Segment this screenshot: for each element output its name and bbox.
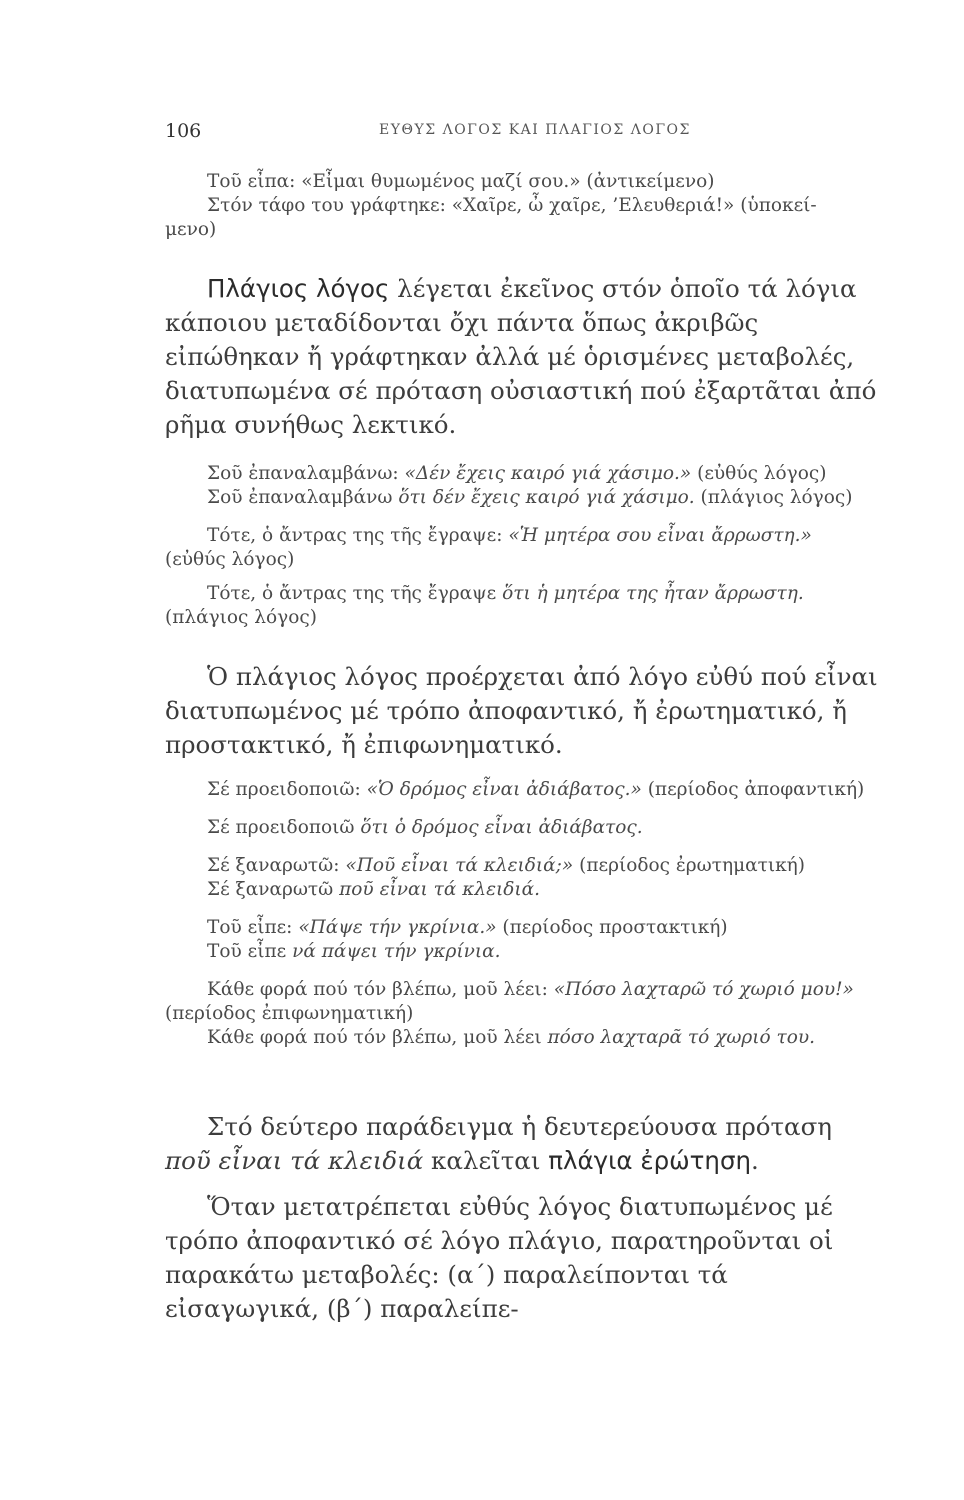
definition-text: λέγεται ἐκεῖνος στόν ὁποῖο τά λόγια κάποιου μεταδίδονται ὄχι πάντα ὅπως ἀκριβῶς εἰπώθηκαν ἤ γράφτηκαν ἀλλά μέ ὁρισμένες μεταβολές, διατυπωμένα σέ πρόταση οὐσιαστική πού ἐξαρτᾶται ἀπό ρῆμα συνήθως λεκτικό. [165, 274, 877, 439]
example-label: (εὐθύς λόγος) [165, 549, 295, 570]
example-intro: Τοῦ εἶπε [207, 941, 293, 962]
example-intro: Σοῦ ἐπαναλαμβάνω [207, 487, 399, 508]
defined-term: Πλάγιος λόγος [207, 274, 390, 303]
paragraph-origin [165, 660, 880, 762]
example-quote: «Ποῦ εἶναι τά κλειδιά;» [345, 855, 574, 876]
example-intro: Σέ ξαναρωτῶ: [207, 855, 346, 876]
examples-direct-indirect [165, 462, 880, 630]
examples-types [165, 778, 880, 1050]
example-line [165, 978, 880, 1002]
example-intro: Κάθε φορά πού τόν βλέπω, μοῦ λέει: [207, 979, 554, 1000]
example-quote: ποῦ εἶναι τά κλειδιά. [339, 879, 541, 900]
example-quote: «Πάψε τήν γκρίνια.» [298, 917, 497, 938]
example-line [165, 854, 880, 878]
example-quote: «Δέν ἔχεις καιρό γιά χάσιμο.» [404, 463, 692, 484]
example-quote: νά πάψει τήν γκρίνια. [292, 941, 501, 962]
example-intro: Τότε, ὁ ἄντρας της τῆς ἔγραψε [207, 583, 503, 604]
paragraph-text: Στό δεύτερο παράδειγμα ἡ δευτερεύουσα πρόταση [207, 1112, 832, 1141]
example-line [165, 916, 880, 940]
example-intro: Σέ προειδοποιῶ: [207, 779, 367, 800]
example-line [165, 462, 880, 486]
example-line [165, 878, 880, 902]
example-intro: Κάθε φορά πού τόν βλέπω, μοῦ λέει [207, 1027, 548, 1048]
page-number: 106 [165, 120, 202, 142]
example-label: (περίοδος ἐπιφωνηματική) [165, 1003, 414, 1024]
example-line [165, 524, 880, 548]
example-quote: ὅτι ὁ δρόμος εἶναι ἀδιάβατος. [360, 817, 643, 838]
example-quote: «Ἡ μητέρα σου εἶναι ἄρρωστη.» [508, 525, 812, 546]
example-line: Τοῦ εἶπα: «Εἶμαι θυμωμένος μαζί σου.» (ἀντικείμενο) [207, 171, 715, 192]
paragraph-changes [165, 1190, 880, 1326]
example-label: (περίοδος προστακτική) [496, 917, 728, 938]
example-label: (εὐθύς λόγος) [691, 463, 827, 484]
example-quote: ποῦ εἶναι τά κλειδιά [165, 1146, 424, 1175]
example-line [165, 816, 880, 840]
example-line [165, 582, 880, 606]
definition-paragraph [165, 272, 880, 442]
example-label: (περίοδος ἀποφαντική) [641, 779, 865, 800]
example-line [165, 940, 880, 964]
example-intro: Τότε, ὁ ἄντρας της τῆς ἔγραψε: [207, 525, 509, 546]
running-title: ΕΥΘΥΣ ΛΟΓΟΣ ΚΑΙ ΠΛΑΓΙΟΣ ΛΟΓΟΣ [379, 122, 691, 138]
example-line [165, 778, 880, 802]
example-intro: Σέ προειδοποιῶ [207, 817, 361, 838]
running-head [165, 120, 905, 150]
example-intro: Σέ ξαναρωτῶ [207, 879, 340, 900]
example-quote: «Ὁ δρόμος εἶναι ἀδιάβατος.» [366, 779, 642, 800]
example-quote: «Πόσο λαχταρῶ τό χωριό μου!» [553, 979, 854, 1000]
paragraph-text: . [751, 1146, 759, 1175]
defined-term: πλάγια ἐρώτηση [548, 1146, 752, 1175]
example-line: Στόν τάφο του γράφτηκε: «Χαῖρε, ὦ χαῖρε, ’Ελευθεριά!» (ὑποκεί- [207, 195, 817, 216]
paragraph-text: Ὁ πλάγιος λόγος προέρχεται ἀπό λόγο εὐθύ πού εἶναι διατυπωμένος μέ τρόπο ἀποφαντικό, ἤ ἐρωτηματικό, ἤ προστακτικό, ἤ ἐπιφωνηματικό. [165, 662, 878, 759]
example-line: μενο) [165, 219, 217, 240]
paragraph-text: καλεῖται [423, 1146, 549, 1175]
example-intro: Σοῦ ἐπαναλαμβάνω: [207, 463, 405, 484]
example-line [165, 486, 880, 510]
example-label: (πλάγιος λόγος) [165, 607, 317, 628]
example-quote: πόσο λαχταρᾶ τό χωριό του. [547, 1027, 816, 1048]
example-line [165, 1026, 880, 1050]
example-intro: Τοῦ εἶπε: [207, 917, 299, 938]
paragraph-indirect-question [165, 1110, 880, 1178]
examples-top [165, 170, 880, 242]
example-label: (περίοδος ἐρωτηματική) [573, 855, 805, 876]
example-label: (πλάγιος λόγος) [694, 487, 853, 508]
paragraph-text: Ὅταν μετατρέπεται εὐθύς λόγος διατυπωμένος μέ τρόπο ἀποφαντικό σέ λόγο πλάγιο, παρατηροῦνται οἱ παρακάτω μεταβολές: (α΄) παραλείπονται τά εἰσαγωγικά, (β΄) παραλείπε- [165, 1192, 834, 1323]
example-quote: ὅτι δέν ἔχεις καιρό γιά χάσιμο. [398, 487, 695, 508]
example-quote: ὅτι ἡ μητέρα της ἦταν ἄρρωστη. [502, 583, 804, 604]
